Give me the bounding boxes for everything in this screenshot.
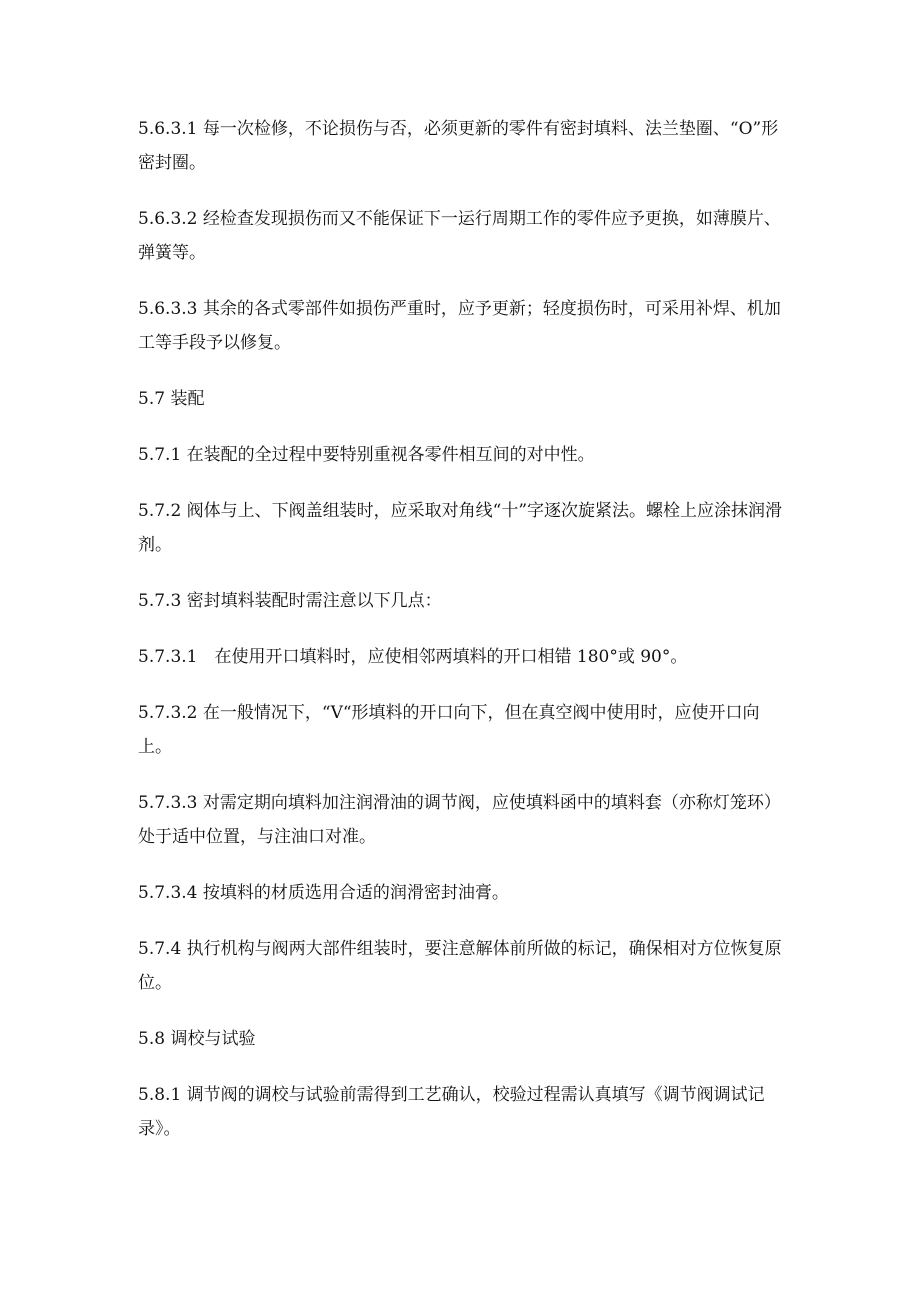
- document-body: [138, 112, 784, 1168]
- section-heading-5-8: 5.8 调校与试验: [138, 1029, 256, 1049]
- paragraph-5-6-3-2: 5.6.3.2 经检查发现损伤而又不能保证下一运行周期工作的零件应予更换，如薄膜片、弹簧等。: [138, 209, 781, 263]
- paragraph-5-8-1: 5.8.1 调节阀的调校与试验前需得到工艺确认，校验过程需认真填写《调节阀调试记录》。: [138, 1085, 765, 1139]
- paragraph-5-7-2: 5.7.2 阀体与上、下阀盖组装时，应采取对角线“十”字逐次旋紧法。螺栓上应涂抹润滑剂。: [138, 501, 783, 555]
- paragraph-5-7-3-4: 5.7.3.4 按填料的材质选用合适的润滑密封油膏。: [138, 883, 509, 903]
- paragraph-5-7-3-2: 5.7.3.2 在一般情况下，“V“形填料的开口向下，但在真空阀中使用时，应使开口向上。: [138, 703, 760, 757]
- section-heading-5-7: 5.7 装配: [138, 389, 205, 409]
- paragraph-5-6-3-1: 5.6.3.1 每一次检修，不论损伤与否，必须更新的零件有密封填料、法兰垫圈、“O”形密封圈。: [138, 119, 779, 173]
- paragraph-5-7-3-3: 5.7.3.3 对需定期向填料加注润滑油的调节阀，应使填料函中的填料套（亦称灯笼环）处于适中位置，与注油口对准。: [138, 793, 781, 847]
- paragraph-5-7-3-1: 5.7.3.1 在使用开口填料时，应使相邻两填料的开口相错 180°或 90°。: [138, 647, 688, 667]
- paragraph-5-7-3: 5.7.3 密封填料装配时需注意以下几点：: [138, 591, 442, 611]
- paragraph-5-6-3-3: 5.6.3.3 其余的各式零部件如损伤严重时，应予更新；轻度损伤时，可采用补焊、机加工等手段予以修复。: [138, 299, 781, 353]
- paragraph-5-7-1: 5.7.1 在装配的全过程中要特别重视各零件相互间的对中性。: [138, 445, 595, 465]
- paragraph-5-7-4: 5.7.4 执行机构与阀两大部件组装时，要注意解体前所做的标记，确保相对方位恢复原位。: [138, 939, 782, 993]
